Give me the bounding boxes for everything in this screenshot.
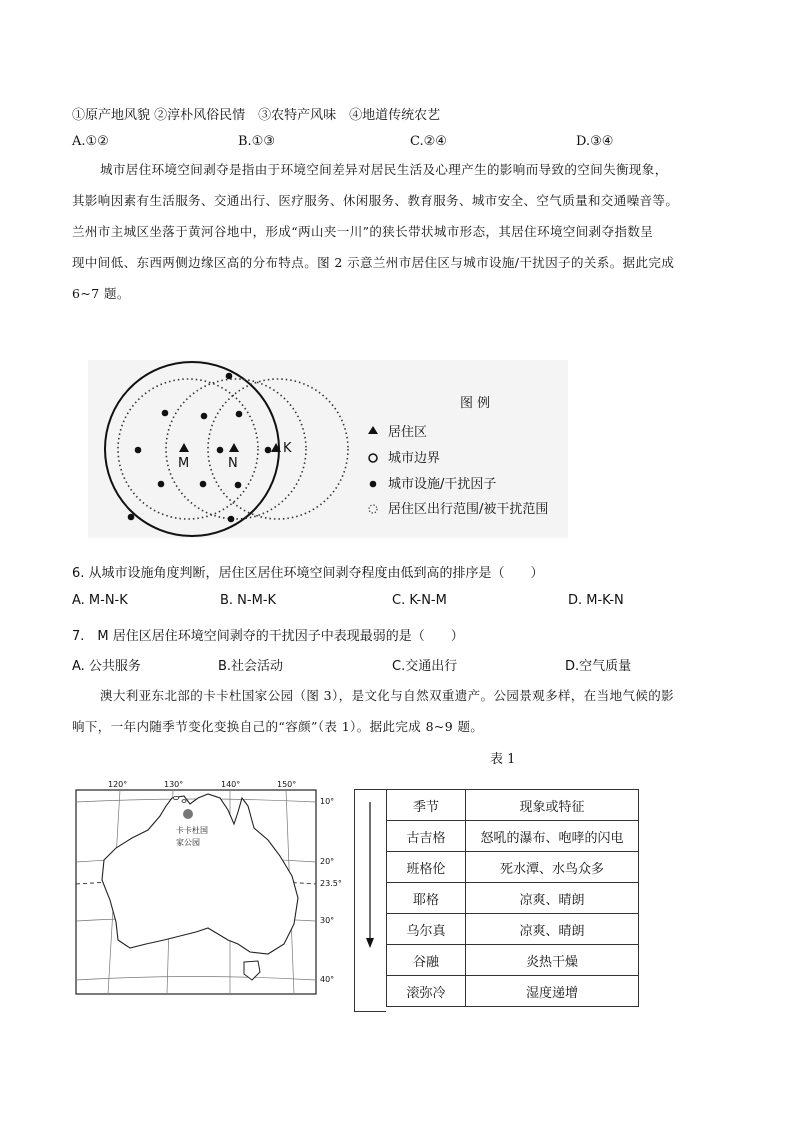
label-k: K xyxy=(283,441,292,456)
table1-header-row xyxy=(387,790,639,821)
legend-item-boundary: 城市边界 xyxy=(388,451,441,466)
q5-choice-b: B.①③ xyxy=(238,134,275,149)
q5-choice-d: D.③④ xyxy=(576,134,614,149)
table1-header-feature: 现象或特征 xyxy=(466,790,639,821)
passage1-line-5: 6~7 题。 xyxy=(72,286,130,301)
passage1-line-3: 兰州市主城区坐落于黄河谷地中，形成“两山夹一川”的狭长带状城市形态，其居住环境空间剥夺指数呈 xyxy=(72,224,654,239)
table-row xyxy=(387,821,639,852)
facility-dot xyxy=(201,413,208,420)
facility-dot xyxy=(265,447,272,454)
facility-dot xyxy=(128,514,135,521)
arrow-head xyxy=(366,938,374,948)
feature-cell: 炎热干燥 xyxy=(466,945,639,976)
q6-choice-b: B. N-M-K xyxy=(220,593,277,608)
table-row xyxy=(387,914,639,945)
lon-label-140: 140° xyxy=(221,780,241,789)
q6-choice-d: D. M-K-N xyxy=(568,593,624,608)
q6-choice-a: A. M-N-K xyxy=(72,593,128,608)
q7-choice-b: B.社会活动 xyxy=(218,659,284,674)
lon-label-120: 120° xyxy=(108,780,128,789)
q5-choice-c: C.②④ xyxy=(410,134,447,149)
lon-label-130: 130° xyxy=(164,780,184,789)
lon-label-150: 150° xyxy=(277,780,297,789)
season-cell: 乌尔真 xyxy=(387,914,466,945)
legend-title: 图 例 xyxy=(460,396,491,411)
season-cell: 滚弥冷 xyxy=(387,976,466,1007)
table-row xyxy=(387,976,639,1007)
q7-choice-a: A. 公共服务 xyxy=(72,659,141,674)
table1-caption: 表 1 xyxy=(490,752,516,767)
facility-dot xyxy=(135,447,142,454)
season-cell: 耶格 xyxy=(387,883,466,914)
table-row xyxy=(387,852,639,883)
legend-item-residential: 居住区 xyxy=(388,425,428,440)
table1-arrow-column xyxy=(354,789,386,1012)
island xyxy=(174,796,179,799)
feature-cell: 死水潭、水鸟众多 xyxy=(466,852,639,883)
down-arrow-icon xyxy=(355,790,386,1011)
feature-cell: 凉爽、晴朗 xyxy=(466,883,639,914)
q5-choice-a: A.①② xyxy=(72,134,109,149)
q7-choice-c: C.交通出行 xyxy=(392,659,458,674)
lat-label-20: 20° xyxy=(320,857,335,866)
facility-dot xyxy=(200,481,207,488)
season-cell: 谷融 xyxy=(387,945,466,976)
season-cell: 古吉格 xyxy=(387,821,466,852)
q7-stem: 7. M 居住区居住环境空间剥夺的干扰因子中表现最弱的是（ ） xyxy=(72,629,464,644)
facility-dot xyxy=(217,447,224,454)
table1-header-season: 季节 xyxy=(387,790,466,821)
lat-label-30: 30° xyxy=(320,916,335,925)
q7-choice-d: D.空气质量 xyxy=(565,659,632,674)
facility-dot xyxy=(236,411,243,418)
park-label-line1: 卡卡杜国 xyxy=(176,826,208,835)
kakadu-park-marker xyxy=(183,809,193,819)
passage2-line-2: 响下，一年内随季节变化变换自己的“容颜”（表 1）。据此完成 8~9 题。 xyxy=(72,719,484,734)
facility-dot xyxy=(226,373,233,380)
passage1-line-1: 城市居住环境空间剥夺是指由于环境空间差异对居民生活及心理产生的影响而导致的空间失衡现象， xyxy=(100,162,668,177)
facility-dot xyxy=(162,410,169,417)
figure2-diagram xyxy=(88,360,568,538)
legend-item-facility: 城市设施/干扰因子 xyxy=(388,477,497,492)
facility-dot xyxy=(158,481,165,488)
legend-dot-icon xyxy=(370,481,377,488)
lat-label-40: 40° xyxy=(320,975,335,984)
passage2-line-1: 澳大利亚东北部的卡卡杜国家公园（图 3），是文化与自然双重遗产。公园景观多样，在当地气候的影 xyxy=(100,688,675,703)
q5-options-line: ①原产地风貌 ②淳朴风俗民情 ③农特产风味 ④地道传统农艺 xyxy=(72,108,441,123)
island xyxy=(182,800,186,803)
facility-dot xyxy=(228,516,235,523)
label-n: N xyxy=(228,456,238,471)
feature-cell: 怒吼的瀑布、咆哮的闪电 xyxy=(466,821,639,852)
passage1-line-4: 现中间低、东西两侧边缘区高的分布特点。图 2 示意兰州市居住区与城市设施/干扰因子的关系。据此完成 xyxy=(72,255,675,270)
q6-stem: 6. 从城市设施角度判断，居住区居住环境空间剥夺程度由低到高的排序是（ ） xyxy=(72,566,544,581)
season-cell: 班格伦 xyxy=(387,852,466,883)
feature-cell: 湿度递增 xyxy=(466,976,639,1007)
q6-choice-c: C. K-N-M xyxy=(392,593,447,608)
feature-cell: 凉爽、晴朗 xyxy=(466,914,639,945)
figure3-map xyxy=(72,776,350,998)
park-label-line2: 家公园 xyxy=(176,838,200,847)
label-m: M xyxy=(178,456,190,471)
table1 xyxy=(386,789,639,1007)
lat-label-10: 10° xyxy=(320,797,335,806)
passage1-line-2: 其影响因素有生活服务、交通出行、医疗服务、休闲服务、教育服务、城市安全、空气质量和交通噪音等。 xyxy=(72,193,679,208)
table-row xyxy=(387,945,639,976)
facility-dot xyxy=(235,482,242,489)
table-row xyxy=(387,883,639,914)
legend-item-range: 居住区出行范围/被干扰范围 xyxy=(388,502,549,517)
lat-label-23-5: 23.5° xyxy=(320,879,342,888)
